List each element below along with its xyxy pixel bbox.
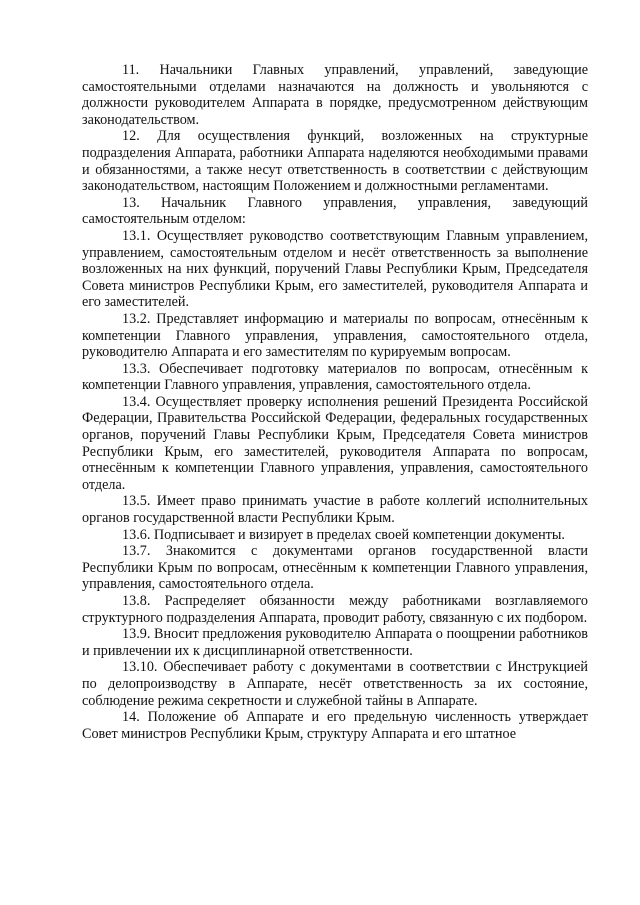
paragraph-13-8: 13.8. Распределяет обязанности между работниками возглавляемого структурного подразделения Аппарата, проводит работу, связанную с их подбором. [82, 593, 588, 626]
paragraph-13-7: 13.7. Знакомится с документами органов государственной власти Республики Крым по вопросам, отнесённым к компетенции Главного управления, управления, самостоятельного отдела. [82, 543, 588, 593]
paragraph-13-2: 13.2. Представляет информацию и материалы по вопросам, отнесённым к компетенции Главного управления, управления, самостоятельного отдела, руководителю Аппарата и его заместителям по курируемым вопросам. [82, 310, 588, 361]
paragraph-13-10: 13.10. Обеспечивает работу с документами в соответствии с Инструкцией по делопроизводству в Аппарате, несёт ответственность за их состояние, соблюдение режима секретности и служебной тайны в Аппарате. [82, 659, 588, 709]
paragraph-13: 13. Начальник Главного управления, управления, заведующий самостоятельным отделом: [82, 194, 588, 228]
paragraph-13-1: 13.1. Осуществляет руководство соответствующим Главным управлением, управлением, самостоятельным отделом и несёт ответственность за выполнение возложенных на них функций, поручений Главы Республики Крым, Председателя Совета министров Республики Крым, его заместителей, руководителя Аппарата и его заместителей. [82, 227, 588, 311]
paragraph-13-3: 13.3. Обеспечивает подготовку материалов по вопросам, отнесённым к компетенции Главного управления, управления, самостоятельного отдела. [82, 360, 588, 394]
paragraph-13-9: 13.9. Вносит предложения руководителю Аппарата о поощрении работников и привлечении их к дисциплинарной ответственности. [82, 626, 588, 659]
paragraph-13-6: 13.6. Подписывает и визирует в пределах своей компетенции документы. [122, 526, 565, 543]
paragraph-13-5: 13.5. Имеет право принимать участие в работе коллегий исполнительных органов государственной власти Республики Крым. [82, 493, 588, 527]
paragraph-12: 12. Для осуществления функций, возложенных на структурные подразделения Аппарата, работники Аппарата наделяются необходимыми правами и обязанностями, а также несут ответственность в соответствии с действующим законодательством, настоящим Положением и должностными регламентами. [82, 128, 588, 195]
paragraph-14: 14. Положение об Аппарате и его предельную численность утверждает Совет министров Республики Крым, структуру Аппарата и его штатное [82, 709, 588, 742]
paragraph-11: 11. Начальники Главных управлений, управлений, заведующие самостоятельными отделами назначаются на должность и увольняются с должности руководителем Аппарата в порядке, предусмотренном действующим законодательством. [82, 62, 588, 128]
paragraph-13-4: 13.4. Осуществляет проверку исполнения решений Президента Российской Федерации, Правительства Российской Федерации, федеральных государственных органов, поручений Главы Республики Крым, Председателя Совета министров Республики Крым, его заместителей, руководителя Аппарата по вопросам, отнесённым к компетенции Главного управления, управления, самостоятельного отдела. [82, 393, 588, 493]
